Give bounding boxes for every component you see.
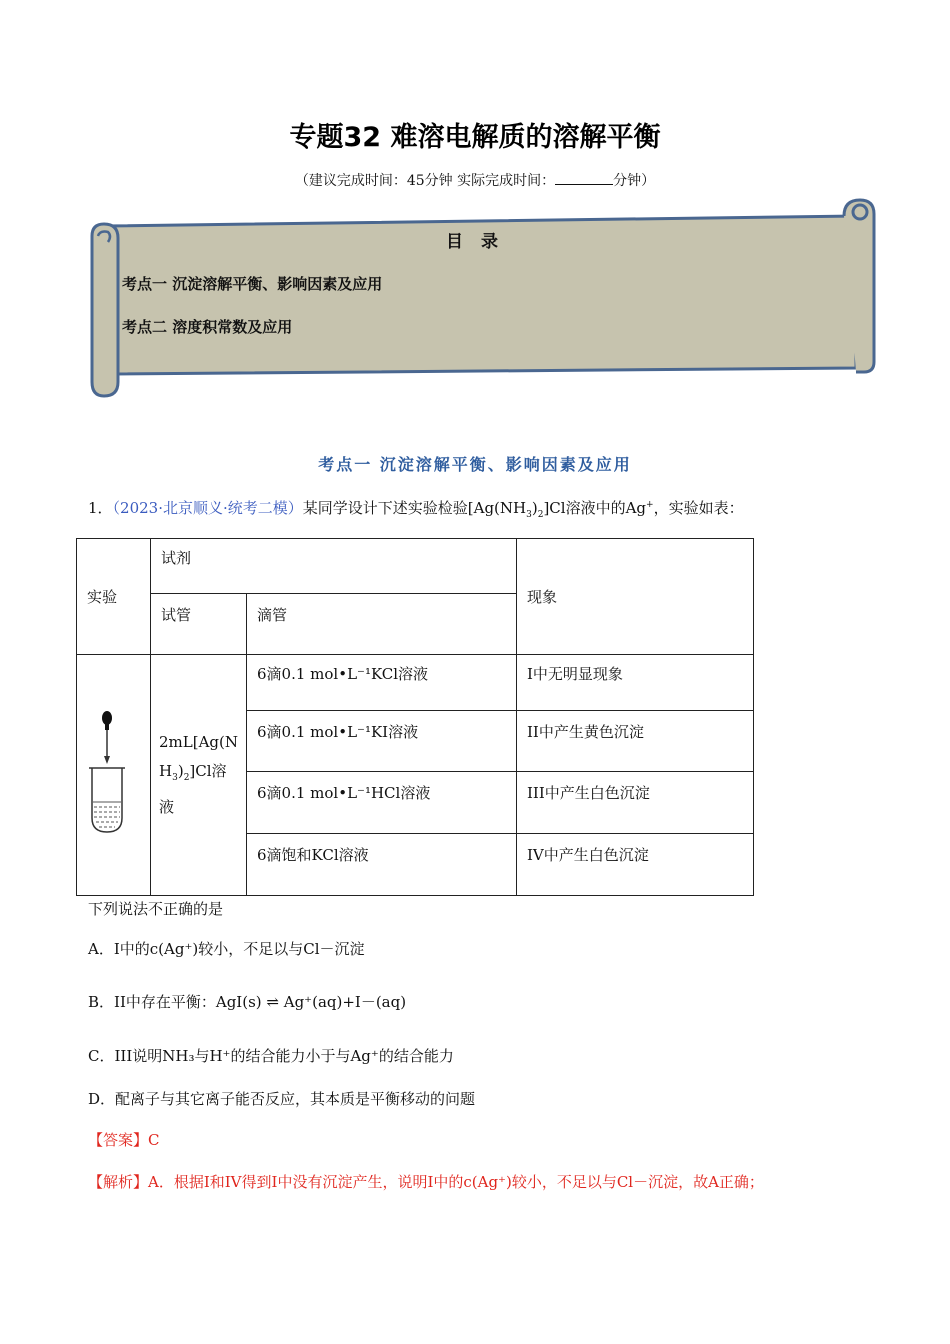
time-blank (555, 172, 613, 185)
stem-part: ，实验如表： (653, 499, 744, 517)
phenomenon-row-3: III中产生白色沉淀 (517, 772, 754, 834)
toc-item-1[interactable]: 考点一 沉淀溶解平衡、影响因素及应用 (122, 275, 383, 293)
question-prompt: 下列说法不正确的是 (88, 900, 224, 918)
header-tube: 试管 (151, 594, 247, 655)
apparatus-cell (77, 655, 151, 896)
tube-sub: 3 (172, 773, 178, 783)
option-b[interactable]: B．II中存在平衡：AgI(s) ⇌ Ag⁺(aq)+I－(aq) (88, 993, 407, 1011)
time-suffix: 分钟） (613, 173, 656, 189)
scroll-right-roll (853, 205, 867, 219)
dropper-row-1: 6滴0.1 mol•L⁻¹KCl溶液 (247, 655, 517, 711)
option-d[interactable]: D．配离子与其它离子能否反应，其本质是平衡移动的问题 (88, 1090, 476, 1108)
question-source: （2023·北京顺义·统考二模） (112, 499, 303, 517)
stem-sub: 2 (537, 510, 544, 520)
option-c[interactable]: C．III说明NH₃与H⁺的结合能力小于与Ag⁺的结合能力 (88, 1047, 454, 1065)
tube-sub: 2 (183, 773, 190, 783)
answer-line: 【答案】C (88, 1131, 160, 1149)
stem-part: ]Cl溶液中的Ag (543, 499, 647, 517)
dropper-row-3: 6滴0.1 mol•L⁻¹HCl溶液 (247, 772, 517, 834)
tube-text: H (159, 762, 173, 780)
tube-text: 2mL[Ag(N (159, 733, 238, 751)
stem-sup: + (646, 500, 654, 510)
time-info (0, 170, 950, 190)
analysis-line: 【解析】A．根据I和IV得到I中没有沉淀产生，说明I中的c(Ag⁺)较小，不足以与Cl－沉淀，故A正确； (88, 1173, 764, 1191)
header-experiment: 实验 (77, 539, 151, 655)
tube-content (151, 655, 247, 896)
question-stem (88, 497, 744, 520)
stem-sub: 3 (526, 510, 532, 520)
phenomenon-row-4: IV中产生白色沉淀 (517, 834, 754, 896)
tube-text: 液 (159, 798, 175, 816)
header-dropper: 滴管 (247, 594, 517, 655)
option-a[interactable]: A．I中的c(Ag⁺)较小，不足以与Cl－沉淀 (88, 940, 365, 958)
stem-part: 某同学设计下述实验检验[Ag(NH (302, 499, 527, 517)
toc-heading: 目 录 (446, 232, 504, 252)
header-phenomenon: 现象 (517, 539, 754, 655)
question-number: 1． (88, 499, 113, 517)
dropper-row-2: 6滴0.1 mol•L⁻¹KI溶液 (247, 711, 517, 772)
dropper-row-4: 6滴饱和KCl溶液 (247, 834, 517, 896)
header-reagent: 试剂 (151, 539, 517, 594)
time-suggested: （建议完成时间：45分钟 实际完成时间： (294, 173, 556, 189)
stem-part: ) (531, 499, 538, 517)
tube-text: ]Cl溶 (189, 762, 227, 780)
toc-item-2[interactable]: 考点二 溶度积常数及应用 (122, 318, 293, 336)
phenomenon-row-2: II中产生黄色沉淀 (517, 711, 754, 772)
section-heading: 考点一 沉淀溶解平衡、影响因素及应用 (318, 455, 632, 474)
tube-text: ) (177, 762, 184, 780)
page-title: 专题32 难溶电解质的溶解平衡 (289, 122, 661, 153)
experiment-table (76, 538, 754, 896)
phenomenon-row-1: I中无明显现象 (517, 655, 754, 711)
test-tube-dropper-icon (77, 698, 149, 848)
